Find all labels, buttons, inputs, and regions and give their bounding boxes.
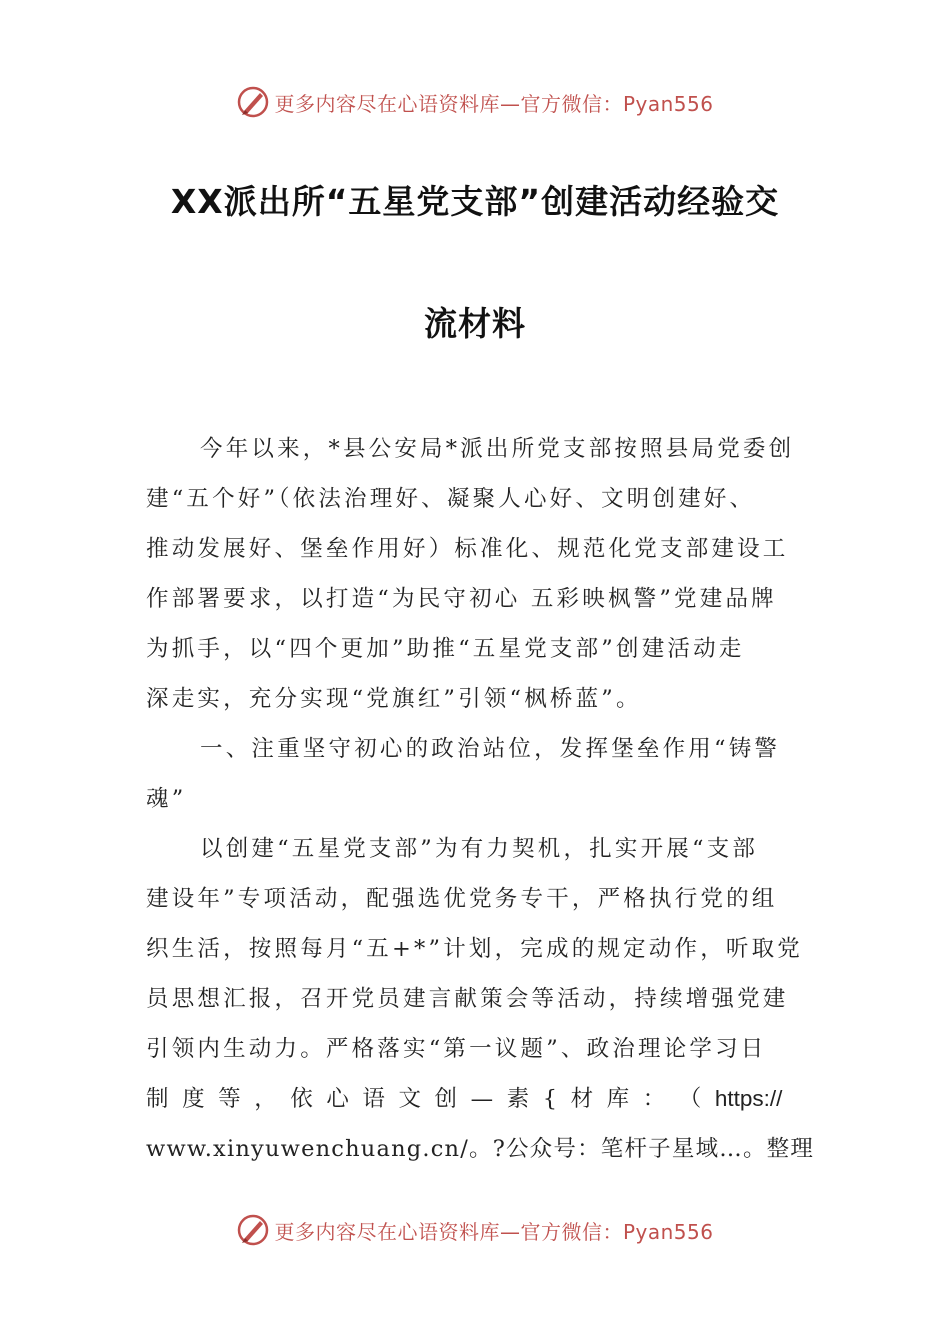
text-char: 库 bbox=[606, 1086, 633, 1112]
text-line: 员思想汇报，召开党员建言献策会等活动，持续增强党建 bbox=[146, 986, 789, 1012]
text-char: 度 bbox=[182, 1086, 208, 1112]
text-char: 材 bbox=[570, 1086, 597, 1112]
text-line: 魂” bbox=[146, 786, 187, 812]
text-char: { bbox=[542, 1086, 561, 1112]
text-char: 制 bbox=[146, 1086, 172, 1112]
text-char: 素 bbox=[506, 1086, 533, 1112]
text-char: 创 bbox=[434, 1086, 461, 1112]
text-line: 以创建“五星党支部”为有力契机，扎实开展“支部 bbox=[200, 836, 759, 862]
text-char: https:// bbox=[714, 1086, 783, 1111]
watermark-banner-bottom bbox=[0, 1210, 950, 1250]
text-char: 语 bbox=[362, 1086, 389, 1112]
text-line: www.xinyuwenchuang.cn/。?公众号：笔杆子星域…。整理 bbox=[146, 1136, 815, 1162]
text-line: 为抓手，以“四个更加”助推“五星党支部”创建活动走 bbox=[146, 636, 745, 662]
text-line: 建“五个好”（依法治理好、凝聚人心好、文明创建好、 bbox=[146, 486, 756, 512]
text-char: 心 bbox=[326, 1086, 353, 1112]
text-char: 文 bbox=[398, 1086, 425, 1112]
text-char: ， bbox=[254, 1086, 280, 1112]
text-char: — bbox=[470, 1086, 497, 1112]
text-line: 今年以来，*县公安局*派出所党支部按照县局党委创 bbox=[200, 436, 795, 462]
document-title-line1: XX派出所“五星党支部”创建活动经验交 bbox=[170, 182, 780, 221]
watermark-text: 更多内容尽在心语资料库—官方微信：Pyan556 bbox=[274, 1219, 714, 1244]
text-line: 作部署要求，以打造“为民守初心 五彩映枫警”党建品牌 bbox=[146, 586, 777, 612]
text-char: ： bbox=[642, 1086, 669, 1112]
document-title-line2: 流材料 bbox=[424, 304, 526, 343]
text-char: （ bbox=[678, 1086, 705, 1112]
text-line: 推动发展好、堡垒作用好）标准化、规范化党支部建设工 bbox=[146, 536, 789, 562]
section-heading-1 bbox=[146, 724, 806, 824]
watermark-text: 更多内容尽在心语资料库—官方微信：Pyan556 bbox=[274, 91, 714, 116]
pen-logo-icon bbox=[236, 85, 270, 119]
watermark-banner-top bbox=[0, 82, 950, 122]
text-char: 依 bbox=[290, 1086, 316, 1112]
pen-logo-icon bbox=[236, 1213, 270, 1247]
text-line-spread bbox=[146, 1074, 806, 1124]
text-line: 织生活，按照每月“五+*”计划，完成的规定动作，听取党 bbox=[146, 936, 804, 962]
paragraph-body bbox=[146, 824, 815, 1174]
text-line: 建设年”专项活动，配强选优党务专干，严格执行党的组 bbox=[146, 886, 778, 912]
text-line: 一、注重坚守初心的政治站位，发挥堡垒作用“铸警 bbox=[200, 736, 781, 762]
text-char: 等 bbox=[218, 1086, 244, 1112]
paragraph-intro bbox=[146, 424, 806, 724]
text-line: 深走实，充分实现“党旗红”引领“枫桥蓝”。 bbox=[146, 686, 642, 712]
text-line: 引领内生动力。严格落实“第一议题”、政治理论学习日 bbox=[146, 1036, 767, 1062]
